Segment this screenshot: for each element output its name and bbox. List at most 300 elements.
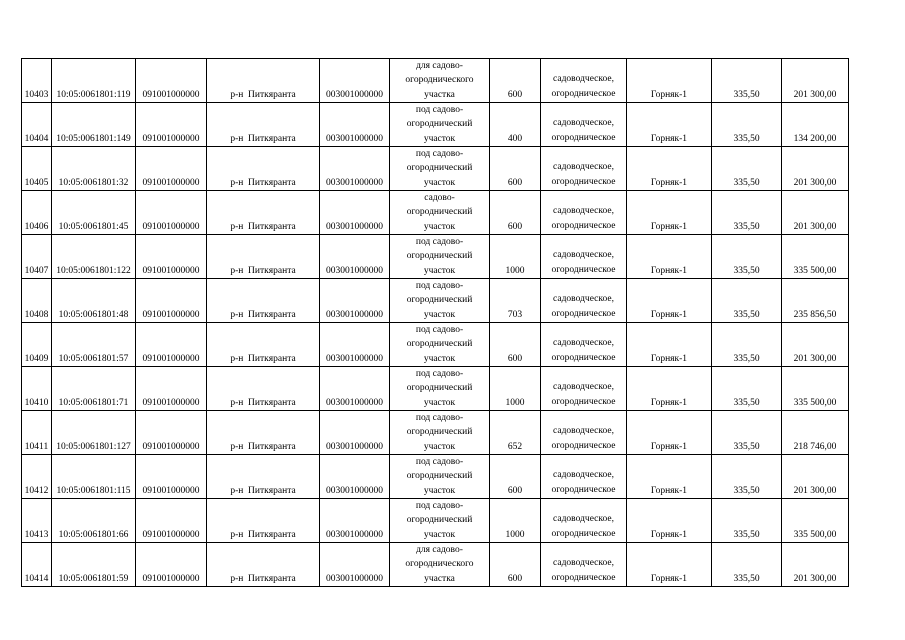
partnership-name-cell	[627, 455, 712, 499]
table-row	[22, 279, 849, 323]
area-cell	[490, 367, 541, 411]
specific-value-cell	[712, 279, 782, 323]
oktmo-cell	[320, 235, 390, 279]
category-line: садоводческое,	[553, 338, 614, 349]
rate-text: 335,50	[733, 441, 760, 452]
specific-value-cell	[712, 191, 782, 235]
district-cell	[207, 543, 320, 587]
specific-value-cell	[712, 323, 782, 367]
purpose-line: огороднический	[406, 163, 473, 174]
land-category-cell	[541, 147, 627, 191]
oktmo-cell	[320, 59, 390, 103]
code-text: 091001000000	[142, 485, 200, 496]
kad-text: 10:05:0061801:57	[58, 353, 129, 364]
land-purpose-cell	[390, 367, 490, 411]
district-cell	[207, 279, 320, 323]
num-text: 10410	[24, 397, 49, 408]
purpose-line: огороднический	[406, 383, 473, 394]
num-text: 10414	[24, 573, 49, 584]
land-category-cell	[541, 59, 627, 103]
purpose-line: для садово-	[416, 61, 463, 71]
table-row	[22, 455, 849, 499]
district-cell	[207, 411, 320, 455]
category-line: огородническое	[551, 572, 616, 583]
purpose-line: под садово-	[415, 105, 464, 115]
partnership-name-cell	[627, 367, 712, 411]
district-text: р-н Питкяранта	[230, 485, 296, 496]
category-line: садоводческое,	[553, 162, 614, 173]
code-text: 091001000000	[142, 177, 200, 188]
oktmo-cell	[320, 323, 390, 367]
oktmo-text: 003001000000	[326, 221, 383, 232]
oktmo-cell	[320, 103, 390, 147]
area-cell	[490, 191, 541, 235]
cadastral-number-cell	[52, 235, 136, 279]
kad-text: 10:05:0061801:32	[58, 177, 129, 188]
cost-text: 335 500,00	[793, 265, 837, 276]
cadastral-value-table	[21, 58, 849, 587]
purpose-line: огороднический	[406, 515, 473, 526]
rate-text: 335,50	[733, 529, 760, 540]
kad-text: 10:05:0061801:115	[56, 485, 131, 496]
name-text: Горняк-1	[650, 397, 688, 408]
num-text: 10404	[24, 133, 49, 144]
cadastral-number-cell	[52, 191, 136, 235]
row-number-cell	[22, 499, 52, 543]
land-category-cell	[541, 323, 627, 367]
kad-text: 10:05:0061801:122	[56, 265, 131, 276]
oktmo-text: 003001000000	[326, 485, 383, 496]
land-purpose-cell	[390, 499, 490, 543]
category-line: огородническое	[551, 176, 616, 187]
district-cell	[207, 235, 320, 279]
purpose-line: садово-	[424, 193, 455, 203]
category-line: огородническое	[551, 264, 616, 275]
cadastral-number-cell	[52, 103, 136, 147]
cadastral-number-cell	[52, 59, 136, 103]
district-cell	[207, 499, 320, 543]
purpose-line: огороднического	[405, 75, 474, 86]
land-category-cell	[541, 103, 627, 147]
cadastral-cost-cell	[782, 367, 849, 411]
land-category-cell	[541, 279, 627, 323]
land-purpose-cell	[390, 147, 490, 191]
oktmo-cell	[320, 499, 390, 543]
code-cell	[136, 279, 207, 323]
area-text: 652	[507, 441, 523, 452]
purpose-line: участок	[423, 309, 456, 320]
purpose-line: огороднического	[405, 559, 474, 570]
cost-text: 335 500,00	[793, 529, 837, 540]
land-purpose-cell	[390, 411, 490, 455]
row-number-cell	[22, 323, 52, 367]
area-cell	[490, 147, 541, 191]
category-line: огородническое	[551, 88, 616, 99]
area-text: 400	[507, 133, 523, 144]
row-number-cell	[22, 411, 52, 455]
code-text: 091001000000	[142, 265, 200, 276]
cadastral-cost-cell	[782, 543, 849, 587]
category-line: огородническое	[551, 440, 616, 451]
oktmo-text: 003001000000	[326, 265, 383, 276]
specific-value-cell	[712, 411, 782, 455]
num-text: 10411	[24, 441, 49, 452]
name-text: Горняк-1	[650, 221, 688, 232]
cadastral-cost-cell	[782, 279, 849, 323]
kad-text: 10:05:0061801:66	[58, 529, 129, 540]
category-line: огородническое	[551, 352, 616, 363]
code-cell	[136, 147, 207, 191]
table-row	[22, 411, 849, 455]
kad-text: 10:05:0061801:71	[58, 397, 129, 408]
purpose-line: участка	[424, 89, 455, 100]
table-row	[22, 543, 849, 587]
category-line: садоводческое,	[553, 74, 614, 85]
purpose-line: участок	[423, 529, 456, 540]
purpose-line: огороднический	[406, 471, 473, 482]
specific-value-cell	[712, 103, 782, 147]
land-purpose-cell	[390, 103, 490, 147]
rate-text: 335,50	[733, 397, 760, 408]
row-number-cell	[22, 191, 52, 235]
cadastral-number-cell	[52, 411, 136, 455]
oktmo-cell	[320, 543, 390, 587]
cadastral-number-cell	[52, 499, 136, 543]
cost-text: 235 856,50	[793, 309, 837, 320]
district-cell	[207, 103, 320, 147]
purpose-line: для садово-	[416, 545, 463, 555]
code-cell	[136, 235, 207, 279]
specific-value-cell	[712, 235, 782, 279]
code-cell	[136, 367, 207, 411]
code-text: 091001000000	[142, 353, 200, 364]
name-text: Горняк-1	[650, 441, 688, 452]
district-text: р-н Питкяранта	[230, 177, 296, 188]
category-line: садоводческое,	[553, 294, 614, 305]
purpose-line: огороднический	[406, 295, 473, 306]
kad-text: 10:05:0061801:149	[56, 133, 131, 144]
area-text: 600	[507, 573, 523, 584]
land-category-cell	[541, 499, 627, 543]
cadastral-cost-cell	[782, 499, 849, 543]
purpose-line: участок	[423, 133, 456, 144]
area-text: 600	[507, 89, 523, 100]
district-cell	[207, 323, 320, 367]
category-line: огородническое	[551, 484, 616, 495]
category-line: садоводческое,	[553, 514, 614, 525]
purpose-line: огороднический	[406, 251, 473, 262]
land-purpose-cell	[390, 191, 490, 235]
partnership-name-cell	[627, 235, 712, 279]
purpose-line: под садово-	[415, 413, 464, 423]
category-line: садоводческое,	[553, 118, 614, 129]
purpose-line: участок	[423, 265, 456, 276]
num-text: 10409	[24, 353, 49, 364]
purpose-line: под садово-	[415, 149, 464, 159]
partnership-name-cell	[627, 411, 712, 455]
land-purpose-cell	[390, 323, 490, 367]
district-cell	[207, 191, 320, 235]
area-cell	[490, 499, 541, 543]
purpose-line: огороднический	[406, 427, 473, 438]
partnership-name-cell	[627, 279, 712, 323]
cadastral-cost-cell	[782, 103, 849, 147]
area-text: 600	[507, 353, 523, 364]
rate-text: 335,50	[733, 177, 760, 188]
row-number-cell	[22, 147, 52, 191]
cadastral-cost-cell	[782, 323, 849, 367]
name-text: Горняк-1	[650, 529, 688, 540]
cadastral-number-cell	[52, 279, 136, 323]
area-text: 1000	[505, 529, 525, 540]
kad-text: 10:05:0061801:48	[58, 309, 129, 320]
purpose-line: под садово-	[415, 369, 464, 379]
code-cell	[136, 411, 207, 455]
table-row	[22, 59, 849, 103]
land-category-cell	[541, 367, 627, 411]
purpose-line: огороднический	[406, 207, 473, 218]
area-text: 1000	[505, 265, 525, 276]
partnership-name-cell	[627, 59, 712, 103]
purpose-line: участок	[423, 221, 456, 232]
code-cell	[136, 191, 207, 235]
row-number-cell	[22, 235, 52, 279]
rate-text: 335,50	[733, 485, 760, 496]
area-cell	[490, 235, 541, 279]
purpose-line: огороднический	[406, 339, 473, 350]
district-cell	[207, 367, 320, 411]
land-purpose-cell	[390, 455, 490, 499]
rate-text: 335,50	[733, 221, 760, 232]
purpose-line: участок	[423, 353, 456, 364]
cost-text: 218 746,00	[793, 441, 837, 452]
specific-value-cell	[712, 59, 782, 103]
purpose-line: участок	[423, 441, 456, 452]
category-line: садоводческое,	[553, 382, 614, 393]
area-cell	[490, 455, 541, 499]
num-text: 10408	[24, 309, 49, 320]
cost-text: 201 300,00	[793, 485, 837, 496]
oktmo-text: 003001000000	[326, 441, 383, 452]
purpose-line: под садово-	[415, 501, 464, 511]
oktmo-cell	[320, 367, 390, 411]
specific-value-cell	[712, 367, 782, 411]
table-row	[22, 235, 849, 279]
oktmo-text: 003001000000	[326, 89, 383, 100]
district-text: р-н Питкяранта	[230, 89, 296, 100]
num-text: 10413	[24, 529, 49, 540]
num-text: 10405	[24, 177, 49, 188]
cost-text: 201 300,00	[793, 573, 837, 584]
code-text: 091001000000	[142, 397, 200, 408]
district-text: р-н Питкяранта	[230, 221, 296, 232]
rate-text: 335,50	[733, 353, 760, 364]
district-text: р-н Питкяранта	[230, 133, 296, 144]
area-cell	[490, 59, 541, 103]
rate-text: 335,50	[733, 573, 760, 584]
code-cell	[136, 323, 207, 367]
oktmo-text: 003001000000	[326, 133, 383, 144]
specific-value-cell	[712, 499, 782, 543]
land-purpose-cell	[390, 59, 490, 103]
row-number-cell	[22, 367, 52, 411]
name-text: Горняк-1	[650, 309, 688, 320]
purpose-line: участок	[423, 397, 456, 408]
cost-text: 201 300,00	[793, 221, 837, 232]
table-row	[22, 499, 849, 543]
partnership-name-cell	[627, 191, 712, 235]
kad-text: 10:05:0061801:119	[56, 89, 131, 100]
partnership-name-cell	[627, 147, 712, 191]
district-text: р-н Питкяранта	[230, 397, 296, 408]
code-text: 091001000000	[142, 221, 200, 232]
kad-text: 10:05:0061801:45	[58, 221, 129, 232]
cadastral-number-cell	[52, 147, 136, 191]
district-text: р-н Питкяранта	[230, 441, 296, 452]
row-number-cell	[22, 543, 52, 587]
oktmo-text: 003001000000	[326, 529, 383, 540]
kad-text: 10:05:0061801:59	[58, 573, 129, 584]
table-row	[22, 323, 849, 367]
num-text: 10403	[24, 89, 49, 100]
row-number-cell	[22, 103, 52, 147]
category-line: огородническое	[551, 528, 616, 539]
area-text: 600	[507, 177, 523, 188]
cost-text: 201 300,00	[793, 177, 837, 188]
kad-text: 10:05:0061801:127	[56, 441, 131, 452]
category-line: садоводческое,	[553, 206, 614, 217]
cadastral-number-cell	[52, 455, 136, 499]
category-line: садоводческое,	[553, 558, 614, 569]
specific-value-cell	[712, 455, 782, 499]
district-cell	[207, 147, 320, 191]
area-cell	[490, 279, 541, 323]
partnership-name-cell	[627, 543, 712, 587]
area-text: 1000	[505, 397, 525, 408]
code-cell	[136, 59, 207, 103]
cadastral-cost-cell	[782, 59, 849, 103]
cost-text: 335 500,00	[793, 397, 837, 408]
specific-value-cell	[712, 543, 782, 587]
name-text: Горняк-1	[650, 89, 688, 100]
oktmo-cell	[320, 147, 390, 191]
land-purpose-cell	[390, 279, 490, 323]
rate-text: 335,50	[733, 309, 760, 320]
purpose-line: участок	[423, 485, 456, 496]
cadastral-number-cell	[52, 367, 136, 411]
land-category-cell	[541, 411, 627, 455]
cost-text: 201 300,00	[793, 353, 837, 364]
purpose-line: под садово-	[415, 457, 464, 467]
area-cell	[490, 323, 541, 367]
code-cell	[136, 543, 207, 587]
district-cell	[207, 455, 320, 499]
district-text: р-н Питкяранта	[230, 529, 296, 540]
category-line: огородническое	[551, 220, 616, 231]
purpose-line: под садово-	[415, 237, 464, 247]
area-text: 600	[507, 485, 523, 496]
oktmo-text: 003001000000	[326, 309, 383, 320]
partnership-name-cell	[627, 103, 712, 147]
name-text: Горняк-1	[650, 133, 688, 144]
district-text: р-н Питкяранта	[230, 573, 296, 584]
category-line: садоводческое,	[553, 250, 614, 261]
table-body	[22, 59, 849, 587]
district-cell	[207, 59, 320, 103]
category-line: огородническое	[551, 396, 616, 407]
district-text: р-н Питкяранта	[230, 353, 296, 364]
partnership-name-cell	[627, 323, 712, 367]
code-text: 091001000000	[142, 529, 200, 540]
num-text: 10407	[24, 265, 49, 276]
land-category-cell	[541, 543, 627, 587]
row-number-cell	[22, 455, 52, 499]
cadastral-cost-cell	[782, 191, 849, 235]
category-line: огородническое	[551, 308, 616, 319]
code-text: 091001000000	[142, 309, 200, 320]
rate-text: 335,50	[733, 265, 760, 276]
category-line: огородническое	[551, 132, 616, 143]
code-text: 091001000000	[142, 133, 200, 144]
oktmo-text: 003001000000	[326, 177, 383, 188]
code-cell	[136, 455, 207, 499]
rate-text: 335,50	[733, 133, 760, 144]
purpose-line: огороднический	[406, 119, 473, 130]
oktmo-cell	[320, 191, 390, 235]
land-category-cell	[541, 191, 627, 235]
name-text: Горняк-1	[650, 485, 688, 496]
partnership-name-cell	[627, 499, 712, 543]
num-text: 10406	[24, 221, 49, 232]
name-text: Горняк-1	[650, 573, 688, 584]
cadastral-cost-cell	[782, 147, 849, 191]
area-cell	[490, 103, 541, 147]
oktmo-text: 003001000000	[326, 397, 383, 408]
row-number-cell	[22, 59, 52, 103]
cadastral-number-cell	[52, 323, 136, 367]
code-cell	[136, 103, 207, 147]
name-text: Горняк-1	[650, 353, 688, 364]
oktmo-cell	[320, 279, 390, 323]
oktmo-text: 003001000000	[326, 573, 383, 584]
purpose-line: участка	[424, 573, 455, 584]
purpose-line: участок	[423, 177, 456, 188]
land-category-cell	[541, 235, 627, 279]
code-text: 091001000000	[142, 441, 200, 452]
oktmo-cell	[320, 455, 390, 499]
land-category-cell	[541, 455, 627, 499]
table-row	[22, 367, 849, 411]
category-line: садоводческое,	[553, 426, 614, 437]
specific-value-cell	[712, 147, 782, 191]
cadastral-cost-cell	[782, 235, 849, 279]
purpose-line: под садово-	[415, 281, 464, 291]
cadastral-cost-cell	[782, 411, 849, 455]
cost-text: 201 300,00	[793, 89, 837, 100]
name-text: Горняк-1	[650, 265, 688, 276]
code-text: 091001000000	[142, 89, 200, 100]
district-text: р-н Питкяранта	[230, 265, 296, 276]
table-row	[22, 191, 849, 235]
area-cell	[490, 543, 541, 587]
purpose-line: под садово-	[415, 325, 464, 335]
district-text: р-н Питкяранта	[230, 309, 296, 320]
table-row	[22, 147, 849, 191]
area-text: 600	[507, 221, 523, 232]
cost-text: 134 200,00	[793, 133, 837, 144]
code-text: 091001000000	[142, 573, 200, 584]
land-purpose-cell	[390, 543, 490, 587]
